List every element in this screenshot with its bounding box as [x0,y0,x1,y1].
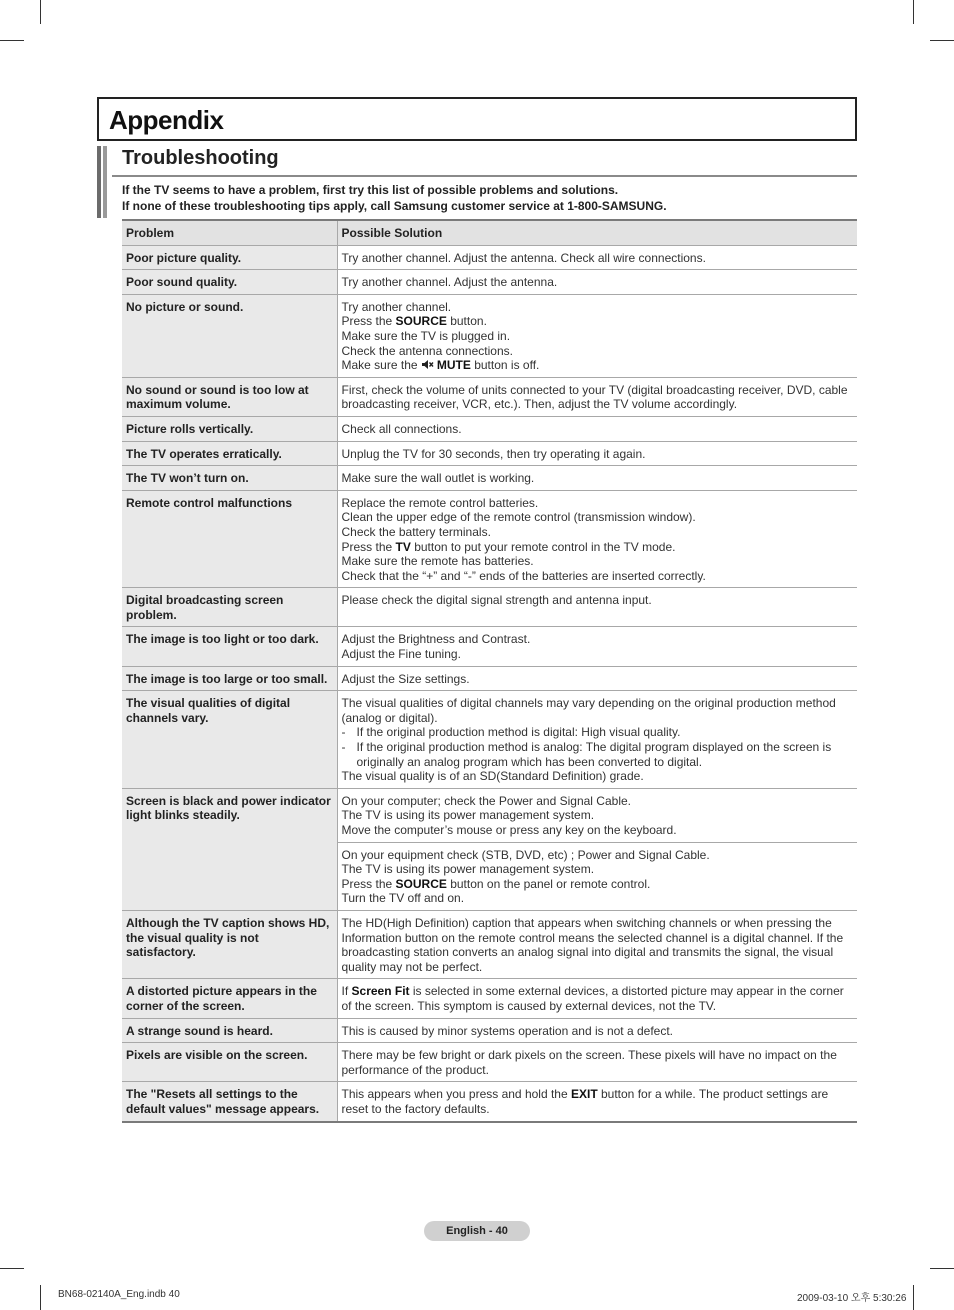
table-row [122,910,857,978]
problem-cell: Picture rolls vertically. [122,416,337,441]
side-bar-dark [97,146,101,218]
problem-cell: The TV won’t turn on. [122,466,337,491]
table-row [122,788,857,842]
solution-cell [337,1082,857,1122]
solution-line: Adjust the Fine tuning. [341,647,461,662]
intro-line-1: If the TV seems to have a problem, first try this list of possible problems and solutions. [122,183,619,197]
solution-line: Make sure the TV is plugged in. [341,328,511,343]
solution-line: Check the battery terminals. [341,524,491,539]
problem-cell: No picture or sound. [122,294,337,377]
problem-cell: The image is too light or too dark. [122,627,337,666]
crop-mark [913,0,914,24]
column-header-solution: Possible Solution [337,220,857,245]
text-fragment: Press the [341,314,396,329]
table-row [122,588,857,627]
solution-cell [337,1043,857,1082]
mute-speaker-icon [421,359,434,370]
solution-line: The visual quality is of an SD(Standard Definition) grade. [341,769,644,784]
solution-line: Try another channel. Adjust the antenna. Check all wire connections. [341,250,706,265]
solution-cell [337,691,857,789]
problem-cell: A distorted picture appears in the corner of the screen. [122,979,337,1018]
intro-text [122,183,667,214]
table-row [122,1018,857,1043]
text-fragment: If the original production method is digital: High visual quality. [356,725,681,740]
crop-mark [0,40,24,41]
solution-line: Make sure the remote has batteries. [341,554,534,569]
problem-cell: Although the TV caption shows HD, the visual quality is not satisfactory. [122,910,337,978]
solution-cell [337,416,857,441]
crop-mark [40,1285,41,1310]
mute-button-label: MUTE [436,358,471,373]
text-fragment: If [341,984,352,999]
table-row [122,666,857,691]
problem-cell: Poor picture quality. [122,245,337,270]
solution-cell [337,979,857,1018]
solution-cell [337,466,857,491]
solution-bullet [342,725,853,740]
troubleshooting-table [122,219,857,1123]
text-fragment: If the original production method is analog: The digital program displayed on the screen is originally an analog program which has been converted to digital. [356,740,832,769]
section-side-bars [97,146,111,218]
table-row [122,979,857,1018]
crop-mark [40,0,41,24]
text-fragment: button for a while. The product settings are reset to the factory defaults. [341,1087,829,1116]
solution-line: Turn the TV off and on. [341,891,465,906]
solution-cell [337,627,857,666]
solution-line: Adjust the Brightness and Contrast. [341,632,531,647]
solution-line: Check that the “+” and “-” ends of the batteries are inserted correctly. [341,568,706,583]
exit-button-label: EXIT [570,1087,598,1102]
table-header-row [122,220,857,245]
solution-line [342,540,853,555]
solution-cell [337,490,857,588]
text-fragment: Make sure the [341,358,421,373]
table-row [122,466,857,491]
crop-mark [913,1285,914,1310]
solution-line: Move the computer’s mouse or press any key on the keyboard. [341,823,677,837]
solution-line: There may be few bright or dark pixels on the screen. These pixels will have no impact on the performance of the product. [341,1048,837,1077]
solution-line: Unplug the TV for 30 seconds, then try operating it again. [341,446,646,461]
solution-line [342,984,853,1013]
page-number-badge: English - 40 [424,1221,530,1241]
dash-marker: - [341,740,346,755]
problem-cell: The TV operates erratically. [122,441,337,466]
source-button-label: SOURCE [395,876,447,891]
source-button-label: SOURCE [395,314,447,329]
problem-cell: A strange sound is heard. [122,1018,337,1043]
solution-cell [337,294,857,377]
table-row [122,1043,857,1082]
table-row [122,627,857,666]
solution-cell [337,245,857,270]
text-fragment: button. [446,314,487,329]
page-title: Appendix [109,105,224,135]
section-divider [112,175,857,177]
intro-line-2: If none of these troubleshooting tips apply, call Samsung customer service at 1-800-SAMSUNG. [122,198,667,213]
text-fragment: button to put your remote control in the TV mode. [410,539,676,554]
footer-timestamp: 2009-03-10 오후 5:30:26 [797,1293,907,1304]
section-title: Troubleshooting [122,147,279,169]
table-row [122,1082,857,1122]
solution-cell [337,842,857,910]
table-row [122,294,857,377]
solution-line: First, check the volume of units connected to your TV (digital broadcasting receiver, DVD, cable broadcasting receiver, VCR, etc.). Then, adjust the TV volume accordingly. [341,382,848,412]
solution-line [342,1087,853,1116]
solution-line [342,877,853,892]
text-fragment: Press the [341,539,396,554]
tv-button-label: TV [395,539,411,554]
solution-line: The TV is using its power management system. [341,808,595,823]
crop-mark [930,40,954,41]
solution-cell [337,270,857,295]
solution-line: Clean the upper edge of the remote control (transmission window). [341,510,696,525]
solution-line: On your computer; check the Power and Signal Cable. [341,793,631,808]
problem-cell: No sound or sound is too low at maximum volume. [122,377,337,416]
solution-line: Check all connections. [341,421,462,436]
side-bar-light [103,146,107,218]
problem-cell: The visual qualities of digital channels vary. [122,691,337,789]
solution-line: Try another channel. Adjust the antenna. [341,275,558,290]
solution-line: Check the antenna connections. [341,343,513,358]
table-row [122,245,857,270]
text-fragment: is selected in some external devices, a distorted picture may appear in the corner of the screen. This symptom is caused by external devices, not the TV. [341,984,844,1013]
text-fragment: button on the panel or remote control. [446,876,651,891]
solution-cell [337,910,857,978]
solution-line: The TV is using its power management system. [341,862,595,877]
solution-cell [337,1018,857,1043]
problem-cell: The image is too large or too small. [122,666,337,691]
appendix-header [97,97,857,141]
solution-line: Replace the remote control batteries. [341,495,539,510]
table-row [122,691,857,789]
table-row [122,377,857,416]
problem-cell: The "Resets all settings to the default values" message appears. [122,1082,337,1122]
dash-marker: - [341,725,346,740]
solution-line: Adjust the Size settings. [341,671,470,686]
solution-cell [337,588,857,627]
table-row [122,416,857,441]
solution-line: This is caused by minor systems operation and is not a defect. [341,1023,673,1038]
column-header-problem: Problem [122,220,337,245]
solution-cell [337,441,857,466]
text-fragment: Press the [341,876,396,891]
problem-cell: Pixels are visible on the screen. [122,1043,337,1082]
footer-filename: BN68-02140A_Eng.indb 40 [58,1289,180,1300]
problem-cell: Remote control malfunctions [122,490,337,588]
solution-line [342,358,853,373]
text-fragment: This appears when you press and hold the [341,1087,571,1102]
table-row [122,270,857,295]
table-row [122,441,857,466]
problem-cell: Digital broadcasting screen problem. [122,588,337,627]
solution-cell [337,788,857,842]
problem-cell: Poor sound quality. [122,270,337,295]
solution-line: On your equipment check (STB, DVD, etc) ; Power and Signal Cable. [341,847,710,862]
table-row [122,490,857,588]
problem-cell: Screen is black and power indicator light blinks steadily. [122,788,337,910]
solution-line: The HD(High Definition) caption that appears when switching channels or when pressing the Information button on the remote control means the selected channel is a digital channel. If the broadcasting station converts an analog signal into digital and transmits the signal, the visual quality may not be perfect. [341,915,844,974]
crop-mark [0,1268,24,1269]
crop-mark [930,1268,954,1269]
solution-line: Please check the digital signal strength and antenna input. [341,593,652,608]
solution-line [342,314,853,329]
solution-line: The visual qualities of digital channels may vary depending on the original production method (analog or digital). [341,696,836,725]
screen-fit-label: Screen Fit [351,984,410,999]
solution-cell [337,666,857,691]
solution-line: Make sure the wall outlet is working. [341,471,535,486]
solution-cell [337,377,857,416]
text-fragment: button is off. [470,358,540,373]
solution-line: Try another channel. [341,299,452,314]
solution-bullet [342,740,853,769]
